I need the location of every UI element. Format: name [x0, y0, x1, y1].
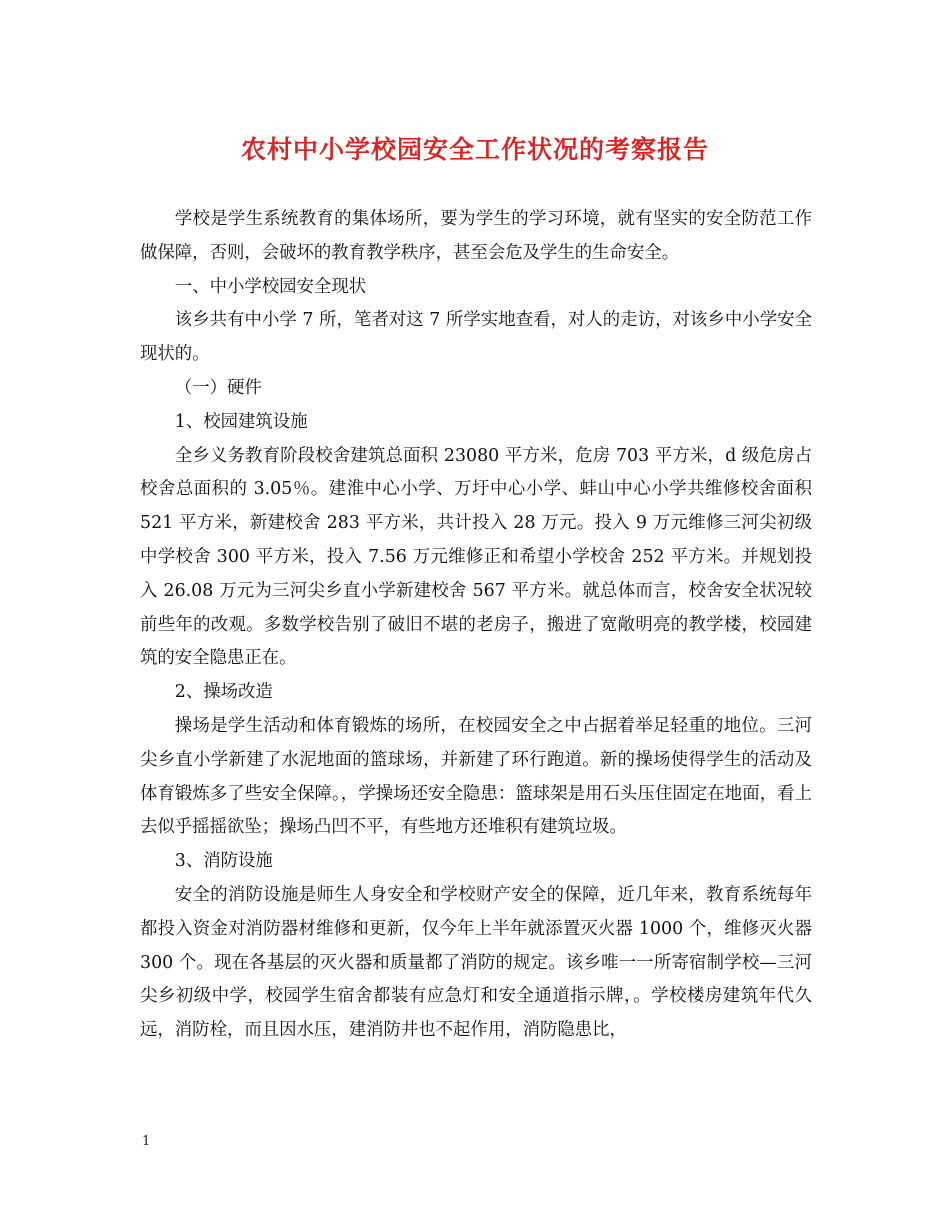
paragraph-intro: 学校是学生系统教育的集体场所，要为学生的学习环境，就有坚实的安全防范工作做保障，否则，会破坏的教育教学秩序，甚至会危及学生的生命安全。	[140, 209, 812, 263]
page-number: 1	[142, 1134, 151, 1149]
heading-playground: 2、操场改造	[174, 682, 273, 703]
heading-fire-safety: 3、消防设施	[174, 851, 273, 872]
paragraph-fire-safety: 安全的消防设施是师生人身安全和学校财产安全的保障，近几年来，教育系统每年都投入资金对消防器材维修和更新，仅今年上半年就添置灭火器 1000 个，维修灭火器 300 个。现在各基层的灭火器和质量都了消防的规定。该乡唯一一所寄宿制学校—三河尖乡初级中学，校园学生宿舍都装有应急灯和安全通道指示牌，。学校楼房建筑年代久远，消防栓，而且因水压，建消防井也不起作用，消防隐患比，	[140, 884, 812, 1041]
paragraph-playground: 操场是学生活动和体育锻炼的场所，在校园安全之中占据着举足轻重的地位。三河尖乡直小学新建了水泥地面的篮球场，并新建了环行跑道。新的操场使得学生的活动及体育锻炼多了些安全保障。，学操场还安全隐患：篮球架是用石头压住固定在地面，看上去似乎摇摇欲坠；操场凸凹不平，有些地方还堆积有建筑垃圾。	[140, 715, 812, 838]
heading-section-1: 一、中小学校园安全现状	[174, 276, 367, 297]
heading-hardware: （一）硬件	[174, 377, 262, 398]
heading-buildings: 1、校园建筑设施	[174, 411, 308, 432]
document-title: 农村中小学校园安全工作状况的考察报告	[240, 135, 709, 164]
paragraph-buildings: 全乡义务教育阶段校舍建筑总面积 23080 平方米，危房 703 平方米，d 级危房占校舍总面积的 3.05％。建淮中心小学、万圩中心小学、蚌山中心小学共维修校舍面积 521 平方米，新建校舍 283 平方米，共计投入 28 万元。投入 9 万元维修三河尖初级中学校舍 300 平方米，投入 7.56 万元维修正和希望小学校舍 252 平方米。并规划投入 26.08 万元为三河尖乡直小学新建校舍 567 平方米。就总体而言，校舍安全状况较前些年的改观。多数学校告别了破旧不堪的老房子，搬进了宽敞明亮的教学楼，校园建筑的安全隐患正在。	[140, 445, 812, 669]
document-body	[140, 203, 812, 1048]
paragraph-survey: 该乡共有中小学 7 所，笔者对这 7 所学实地查看，对人的走访，对该乡中小学安全现状的。	[140, 310, 812, 365]
